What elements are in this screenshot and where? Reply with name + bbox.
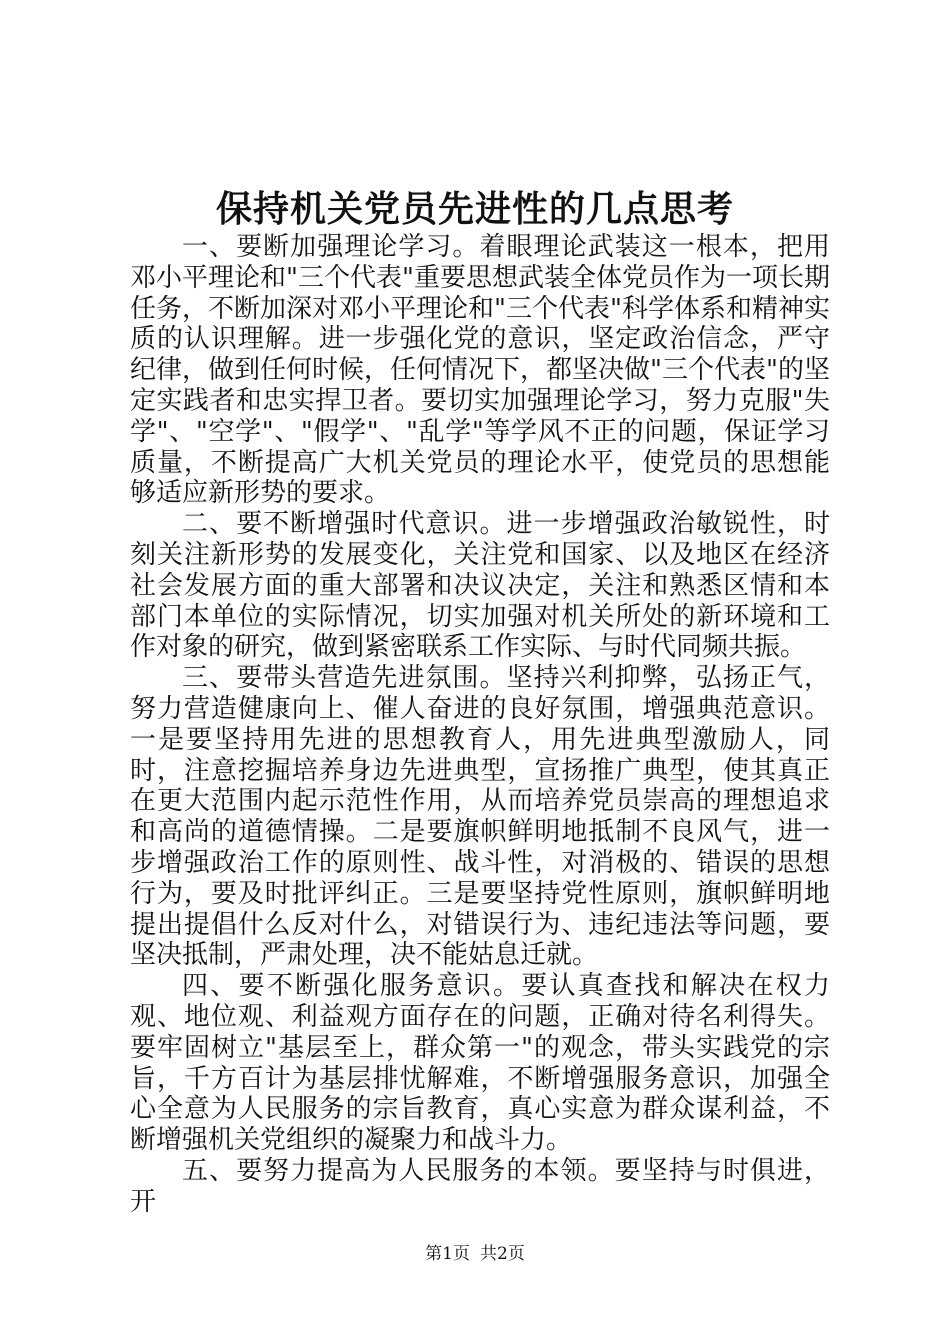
document-title: 保持机关党员先进性的几点思考: [215, 188, 734, 230]
page-number: 第1页: [425, 1244, 470, 1264]
paragraph-2: 二、要不断增强时代意识。进一步增强政治敏锐性，时刻关注新形势的发展变化，关注党和国家、以及地区在经济社会发展方面的重大部署和决议决定，关注和熟悉区情和本部门本单位的实际情况，切实加强对机关所处的新环境和工作对象的研究，做到紧密联系工作实际、与时代同频共振。: [130, 509, 830, 663]
paragraph-3: 三、要带头营造先进氛围。坚持兴利抑弊，弘扬正气，努力营造健康向上、催人奋进的良好氛围，增强典范意识。一是要坚持用先进的思想教育人，用先进典型激励人，同时，注意挖掘培养身边先进典型，宣扬推广典型，使其真正在更大范围内起示范性作用，从而培养党员崇高的理想追求和高尚的道德情操。二是要旗帜鲜明地抵制不良风气，进一步增强政治工作的原则性、战斗性，对消极的、错误的思想行为，要及时批评纠正。三是要坚持党性原则，旗帜鲜明地提出提倡什么反对什么，对错误行为、违纪违法等问题，要坚决抵制，严肃处理，决不能姑息迁就。: [130, 663, 830, 971]
paragraph-1: 一、要断加强理论学习。着眼理论武装这一根本，把用邓小平理论和"三个代表"重要思想武装全体党员作为一项长期任务，不断加深对邓小平理论和"三个代表"科学体系和精神实质的认识理解。进一步强化党的意识，坚定政治信念，严守纪律，做到任何时候，任何情况下，都坚决做"三个代表"的坚定实践者和忠实捍卫者。要切实加强理论学习，努力克服"失学"、"空学"、"假学"、"乱学"等学风不正的问题，保证学习质量，不断提高广大机关党员的理论水平，使党员的思想能够适应新形势的要求。: [130, 232, 830, 509]
page-total: 共2页: [480, 1244, 525, 1264]
document-body: [130, 232, 830, 1218]
paragraph-4: 四、要不断强化服务意识。要认真查找和解决在权力观、地位观、利益观方面存在的问题，正确对待名利得失。要牢固树立"基层至上，群众第一"的观念，带头实践党的宗旨，千方百计为基层排忧解难，不断增强服务意识，加强全心全意为人民服务的宗旨教育，真心实意为群众谋利益，不断增强机关党组织的凝聚力和战斗力。: [130, 971, 830, 1156]
paragraph-5: 五、要努力提高为人民服务的本领。要坚持与时俱进，开: [130, 1155, 830, 1217]
page-footer: [0, 1244, 950, 1264]
